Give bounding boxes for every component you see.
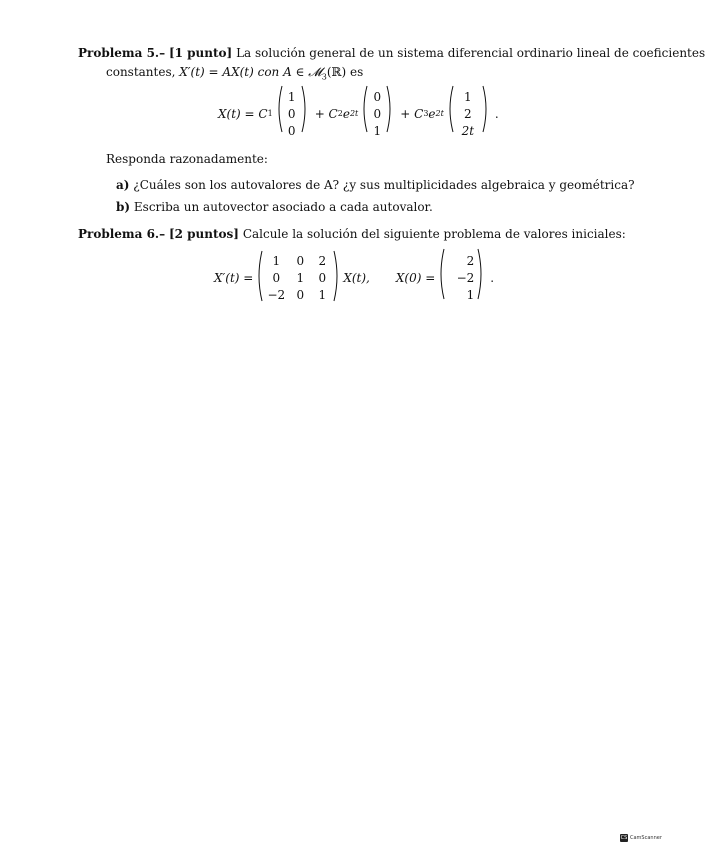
initial-vector bbox=[437, 248, 485, 309]
problem5-text-line2-pre: constantes, bbox=[106, 65, 176, 79]
eq-term3: + C bbox=[400, 107, 424, 121]
vector-3-entry: 1 bbox=[464, 89, 472, 104]
problem5-text-line2-eq: X′(t) = AX(t) con A ∈ 𝓜 bbox=[179, 65, 322, 79]
problem6-ivp: X′(t) = 1 0 2 0 1 0 −2 0 1 X(t), X(0) = 2 −2 1 . bbox=[214, 252, 494, 304]
item-b-text: Escriba un autovector asociado a cada autovalor. bbox=[133, 200, 433, 214]
matrix-entry: 2 bbox=[318, 254, 327, 268]
problem5-item-a bbox=[116, 178, 635, 193]
matrix-entry: 0 bbox=[272, 271, 281, 285]
item-b-label: b) bbox=[116, 200, 131, 214]
problem6-text: Calcule la solución del siguiente problema de valores iniciales: bbox=[242, 227, 626, 241]
problem5-general-solution: X(t) = C 1 1 0 0 + C 2 e 2t 0 0 1 + C 3 e 2t 1 2 2t . bbox=[218, 90, 499, 138]
eq-term2: + C bbox=[314, 107, 338, 121]
camscanner-watermark bbox=[620, 834, 662, 842]
camscanner-text: CamScanner bbox=[630, 835, 662, 841]
camscanner-logo-icon: CS bbox=[620, 835, 628, 841]
ivp-lhs: X′(t) = bbox=[214, 271, 254, 285]
problem5-item-b bbox=[116, 200, 433, 215]
vector-3 bbox=[446, 85, 490, 144]
vector-1-entry: 1 bbox=[287, 89, 296, 104]
matrix-entry: 0 bbox=[296, 254, 305, 268]
vector-1-entry: 0 bbox=[287, 106, 296, 121]
ivp-initial: X(0) = bbox=[395, 271, 436, 285]
item-a-label: a) bbox=[116, 178, 130, 192]
eq-lhs: X(t) = C bbox=[218, 107, 268, 121]
initial-vector-entry: 1 bbox=[466, 287, 475, 302]
vector-2-entry: 1 bbox=[373, 123, 382, 138]
vector-2-entry: 0 bbox=[373, 89, 382, 104]
initial-vector-entry: −2 bbox=[456, 270, 475, 285]
vector-1 bbox=[275, 85, 309, 144]
matrix-entry: 0 bbox=[318, 271, 327, 285]
problem5-text-line2-sub: 3 bbox=[321, 72, 327, 82]
problem5-heading: Problema 5.– bbox=[78, 46, 166, 60]
problem6-heading: Problema 6.– bbox=[78, 227, 166, 241]
vector-1-entry: 0 bbox=[287, 123, 296, 138]
vector-3-entry: 2t bbox=[461, 123, 475, 138]
matrix-entry: 0 bbox=[296, 288, 305, 302]
problem5-text-line2-post: (ℝ) es bbox=[326, 65, 364, 79]
initial-vector-entry: 2 bbox=[466, 253, 475, 268]
problem6-line1 bbox=[78, 227, 626, 242]
vector-2-entry: 0 bbox=[373, 106, 382, 121]
ivp-mid: X(t), bbox=[343, 271, 370, 285]
problem6-points: [2 puntos] bbox=[168, 227, 239, 241]
problem5-line1 bbox=[78, 46, 705, 61]
problem5-line2 bbox=[106, 65, 363, 80]
item-a-text: ¿Cuáles son los autovalores de A? ¿y sus multiplicidades algebraica y geométrica? bbox=[133, 178, 635, 192]
problem5-prompt: Responda razonadamente: bbox=[106, 152, 268, 166]
matrix-entry: 1 bbox=[272, 254, 281, 268]
matrix-entry: −2 bbox=[267, 288, 286, 302]
coefficient-matrix bbox=[255, 250, 341, 306]
vector-3-entry: 2 bbox=[464, 106, 472, 121]
problem5-points: [1 punto] bbox=[168, 46, 233, 60]
matrix-entry: 1 bbox=[318, 288, 327, 302]
problem5-text-line1: La solución general de un sistema diferencial ordinario lineal de coeficientes bbox=[236, 46, 705, 60]
vector-2 bbox=[360, 85, 394, 144]
matrix-entry: 1 bbox=[296, 271, 305, 285]
